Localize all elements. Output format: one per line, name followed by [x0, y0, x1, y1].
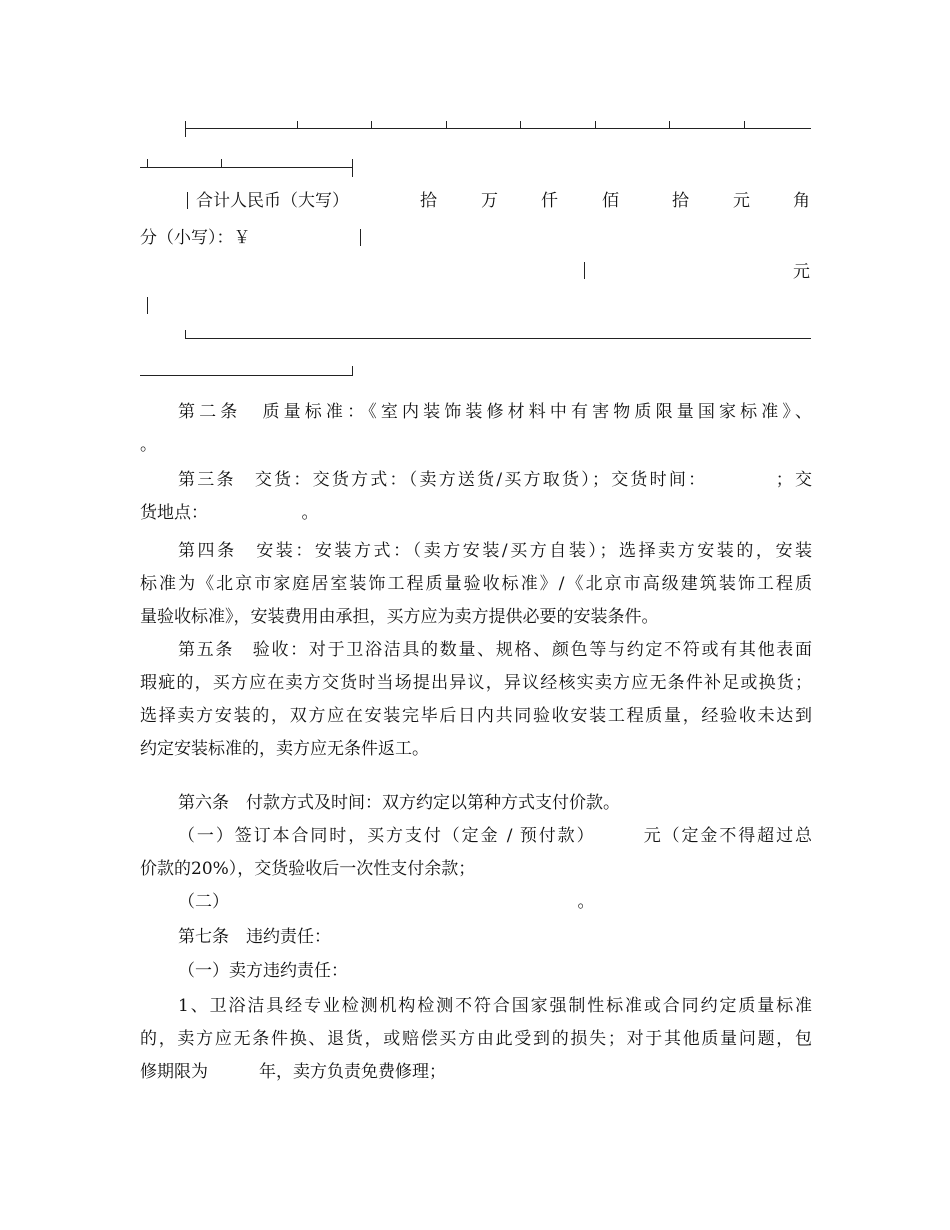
total-rmb-label: 合计人民币（大写）	[196, 191, 349, 211]
article-7-seller-item-1	[140, 990, 812, 1089]
unit-wan: 万	[481, 191, 498, 211]
table-bar	[360, 229, 361, 246]
table-tick	[669, 121, 670, 129]
table-tick	[147, 159, 148, 167]
text-line: 量验收标准》，安装费用由承担，买方应为卖方提供必要的安装条件。	[140, 607, 659, 627]
text-line: 约定安装标准的，卖方应无条件返工。	[140, 739, 429, 759]
table-bottom-rule-cont	[140, 375, 353, 376]
yuan-label: 元	[793, 262, 810, 282]
article-7-liability	[140, 921, 812, 954]
unit-shi: 拾	[420, 191, 437, 211]
text-line: 标准为《北京市家庭居室装饰工程质量验收标准》/《北京市高级建筑装饰工程质	[140, 574, 812, 594]
text-line: 。	[140, 435, 157, 455]
unit-bai: 佰	[602, 191, 619, 211]
text-line: 第五条 验收：对于卫浴洁具的数量、规格、颜色等与约定不符或有其他表面	[178, 640, 812, 660]
article-2-quality	[140, 396, 812, 462]
table-tick	[221, 159, 222, 167]
text-line: （二） 。	[178, 892, 595, 912]
table-tick	[185, 121, 186, 137]
text-line: （一）签订本合同时，买方支付（定金 / 预付款） 元（定金不得超过总	[178, 826, 812, 846]
table-tick	[520, 121, 521, 129]
text-line: 价款的20%），交货验收后一次性支付余款；	[140, 859, 476, 879]
text-line: 第四条 安装：安装方式：（卖方安装/买方自装）；选择卖方安装的，安装	[178, 541, 812, 561]
fen-small-label: 分（小写）：￥	[140, 228, 251, 248]
table-left-bar	[187, 192, 188, 209]
article-6-payment	[140, 787, 812, 820]
unit-yuan: 元	[733, 191, 750, 211]
article-3-delivery	[140, 464, 812, 530]
table-bar	[147, 297, 148, 314]
text-line: 第二条 质量标准：《室内装饰装修材料中有害物质限量国家标准》、	[178, 402, 812, 422]
table-top-rule-cont	[140, 167, 353, 168]
article-6-item-2	[140, 886, 812, 919]
text-line: 修期限为 年，卖方负责免费修理；	[140, 1062, 446, 1082]
article-4-installation	[140, 535, 812, 634]
text-line: 第三条 交货：交货方式：（卖方送货/买方取货）；交货时间： ；交	[178, 470, 812, 490]
text-line: （一）卖方违约责任：	[178, 961, 348, 981]
text-line: 的，卖方应无条件换、退货，或赔偿买方由此受到的损失；对于其他质量问题，包	[140, 1029, 812, 1049]
article-7-seller-heading	[140, 955, 812, 988]
table-tick	[744, 121, 745, 129]
table-bottom-rule	[185, 338, 811, 339]
table-bar	[584, 262, 585, 279]
text-line: 瑕疵的，买方应在卖方交货时当场提出异议，异议经核实卖方应无条件补足或换货；	[140, 673, 812, 693]
table-right-edge	[352, 159, 353, 177]
article-6-item-1	[140, 820, 812, 886]
unit-shi-2: 拾	[672, 191, 689, 211]
article-5-acceptance	[140, 634, 812, 766]
text-line: 第六条 付款方式及时间：双方约定以第种方式支付价款。	[178, 793, 620, 813]
table-tick	[595, 121, 596, 129]
text-line: 第七条 违约责任：	[178, 927, 331, 947]
unit-qian: 仟	[541, 191, 558, 211]
text-line: 选择卖方安装的，双方应在安装完毕后日内共同验收安装工程质量，经验收未达到	[140, 706, 812, 726]
table-bottom-corner	[352, 366, 353, 376]
table-tick	[446, 121, 447, 129]
table-tick	[371, 121, 372, 129]
table-top-rule	[185, 128, 811, 129]
text-line: 1、卫浴洁具经专业检测机构检测不符合国家强制性标准或合同约定质量标准	[178, 996, 812, 1016]
text-line: 货地点： 。	[140, 503, 319, 523]
table-tick	[297, 121, 298, 129]
unit-jiao: 角	[793, 191, 810, 211]
